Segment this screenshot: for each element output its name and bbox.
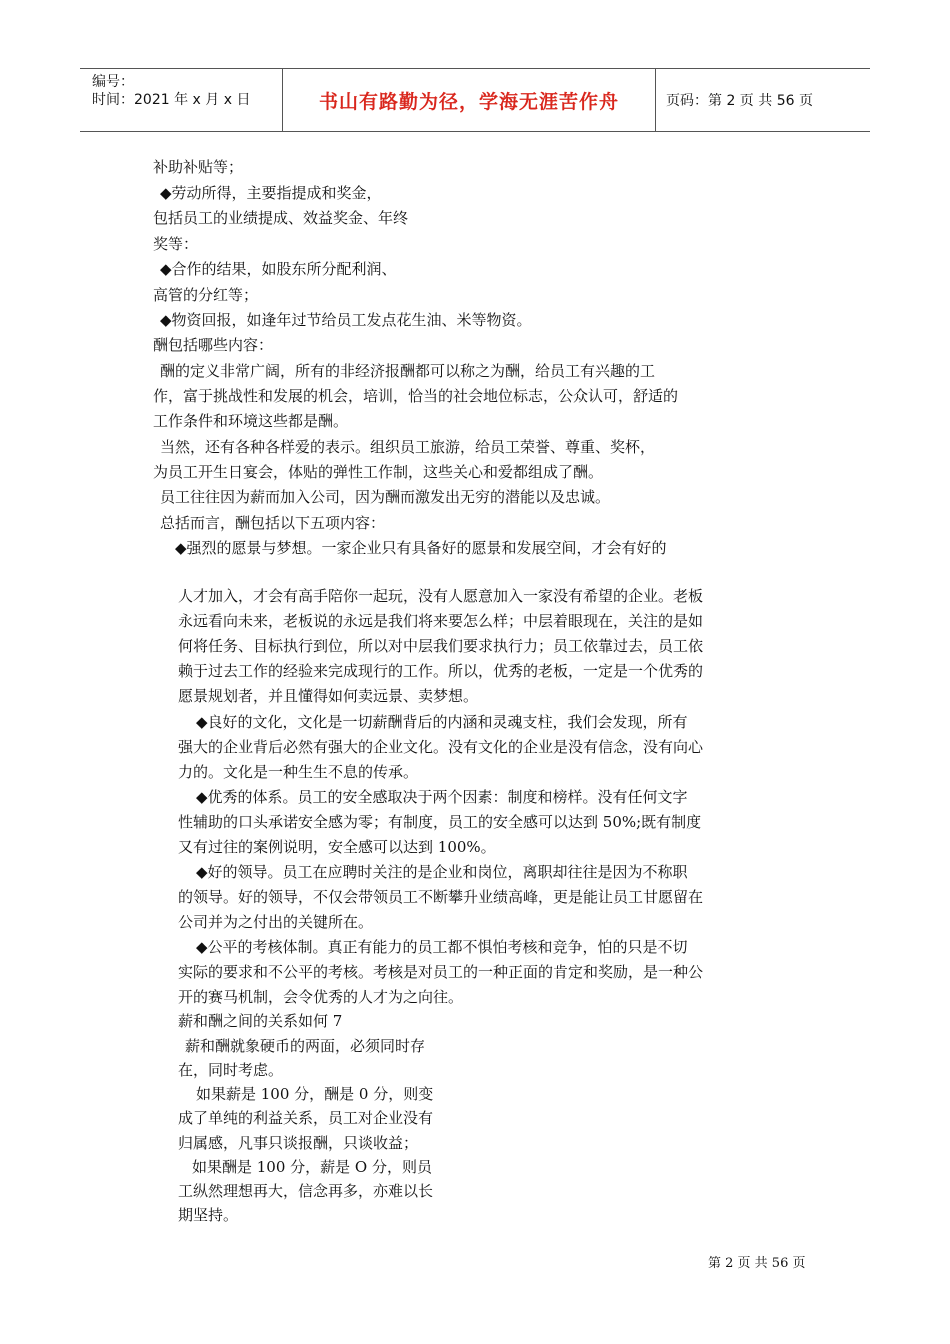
- text-line: 高管的分红等；: [153, 286, 259, 304]
- text-line: 强大的企业背后必然有强大的企业文化。没有文化的企业是没有信念，没有向心: [178, 738, 704, 756]
- text-line: 薪和酬之间的关系如何 7: [178, 1012, 343, 1030]
- text-line: ◆优秀的体系。员工的安全感取决于两个因素：制度和榜样。没有任何文字: [196, 788, 688, 806]
- text-line: 薪和酬就象硬币的两面，必须同时存: [185, 1037, 426, 1055]
- text-line: 力的。文化是一种生生不息的传承。: [178, 763, 419, 781]
- text-line: 酬包括哪些内容：: [153, 336, 274, 354]
- text-line: 何将任务、目标执行到位，所以对中层我们要求执行力；员工依靠过去，员工依: [178, 637, 704, 655]
- text-line: 作，富于挑战性和发展的机会，培训，恰当的社会地位标志，公众认可，舒适的: [153, 387, 679, 405]
- text-line: ◆物资回报，如逢年过节给员工发点花生油、米等物资。: [160, 311, 532, 329]
- text-line: 在，同时考虑。: [178, 1061, 284, 1079]
- text-line: 当然，还有各种各样爱的表示。组织员工旅游，给员工荣誉、尊重、奖杯，: [160, 438, 656, 456]
- text-line: 愿景规划者，并且懂得如何卖远景、卖梦想。: [178, 687, 479, 705]
- text-line: 开的赛马机制，会令优秀的人才为之向往。: [178, 988, 464, 1006]
- text-line: 又有过往的案例说明，安全感可以达到 100%。: [178, 838, 496, 856]
- text-line: 永远看向未来，老板说的永远是我们将来要怎么样；中层着眼现在，关注的是如: [178, 612, 704, 630]
- text-line: 如果酬是 100 分，薪是 O 分，则员: [192, 1158, 433, 1176]
- text-line: 归属感，凡事只谈报酬，只谈收益；: [178, 1134, 419, 1152]
- text-line: 补助补贴等；: [153, 158, 244, 176]
- document-header: [80, 68, 870, 132]
- text-line: 人才加入，才会有高手陪你一起玩，没有人愿意加入一家没有希望的企业。老板: [178, 587, 704, 605]
- text-line: ◆公平的考核体制。真正有能力的员工都不惧怕考核和竞争，怕的只是不切: [196, 938, 688, 956]
- page-footer: 第 2 页 共 56 页: [708, 1256, 806, 1271]
- text-line: 的领导。好的领导，不仅会带领员工不断攀升业绩高峰，更是能让员工甘愿留在: [178, 888, 704, 906]
- text-line: 工纵然理想再大，信念再多，亦难以长: [178, 1182, 434, 1200]
- text-line: 如果薪是 100 分，酬是 0 分，则变: [196, 1085, 434, 1103]
- text-line: 实际的要求和不公平的考核。考核是对员工的一种正面的肯定和奖励，是一种公: [178, 963, 704, 981]
- header-time: 时间：2021 年 x 月 x 日: [92, 92, 251, 108]
- header-meta: [92, 73, 282, 109]
- text-line: 成了单纯的利益关系，员工对企业没有: [178, 1109, 434, 1127]
- text-line: ◆劳动所得，主要指提成和奖金，: [160, 184, 382, 202]
- text-line: 工作条件和环境这些都是酬。: [153, 412, 349, 430]
- text-line: 赖于过去工作的经验来完成现行的工作。所以，优秀的老板，一定是一个优秀的: [178, 662, 704, 680]
- text-line: ◆强烈的愿景与梦想。一家企业只有具备好的愿景和发展空间，才会有好的: [175, 539, 667, 557]
- text-line: ◆好的领导。员工在应聘时关注的是企业和岗位，离职却往往是因为不称职: [196, 863, 688, 881]
- text-line: 性辅助的口头承诺安全感为零；有制度，员工的安全感可以达到 50%;既有制度: [178, 813, 702, 831]
- text-line: 奖等：: [153, 235, 199, 253]
- header-motto: 书山有路勤为径，学海无涯苦作舟: [282, 69, 656, 131]
- header-page-number: 页码：第 2 页 共 56 页: [666, 93, 813, 109]
- text-line: ◆合作的结果，如股东所分配利润、: [160, 260, 397, 278]
- text-line: ◆良好的文化，文化是一切薪酬背后的内涵和灵魂支柱，我们会发现，所有: [196, 713, 688, 731]
- text-line: 包括员工的业绩提成、效益奖金、年终: [153, 209, 409, 227]
- text-line: 公司并为之付出的关键所在。: [178, 913, 374, 931]
- text-line: 为员工开生日宴会，体贴的弹性工作制，这些关心和爱都组成了酬。: [153, 463, 604, 481]
- text-line: 期坚持。: [178, 1206, 239, 1224]
- header-number: 编号：: [92, 74, 134, 90]
- text-line: 员工往往因为薪而加入公司，因为酬而激发出无穷的潜能以及忠诚。: [160, 488, 611, 506]
- text-line: 酬的定义非常广阔，所有的非经济报酬都可以称之为酬，给员工有兴趣的工: [160, 362, 656, 380]
- text-line: 总括而言，酬包括以下五项内容：: [160, 514, 386, 532]
